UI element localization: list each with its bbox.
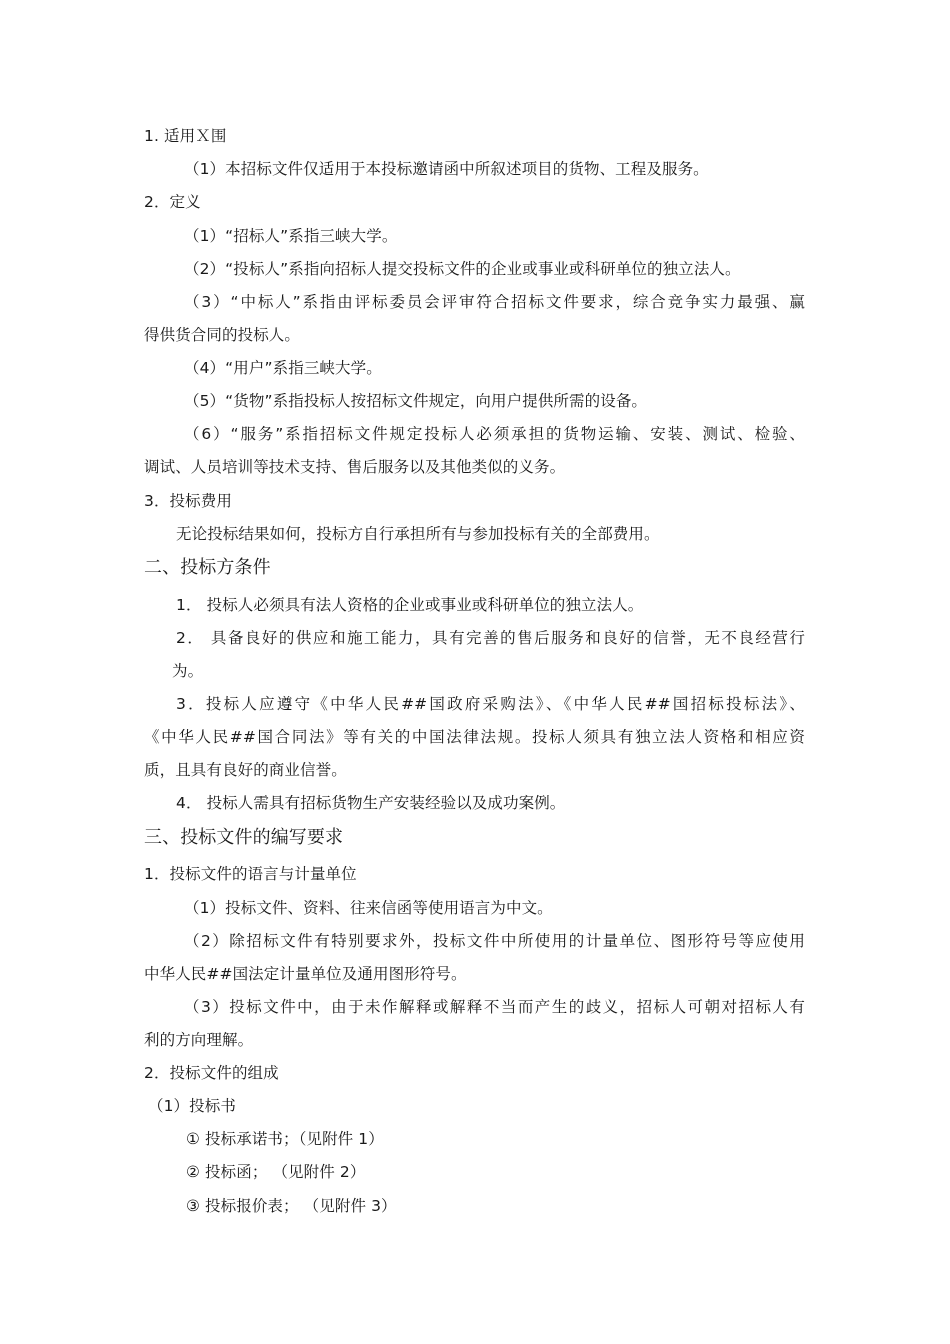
paragraph: （2）“投标人”系指向招标人提交投标文件的企业或事业或科研单位的独立法人。: [184, 260, 741, 278]
paragraph: 无论投标结果如何，投标方自行承担所有与参加投标有关的全部费用。: [176, 525, 660, 543]
paragraph: （4）“用户”系指三峡大学。: [184, 359, 382, 377]
paragraph-continuation: 调试、人员培训等技术支持、售后服务以及其他类似的义务。: [144, 458, 566, 476]
subsection-title: 2．投标文件的组成: [144, 1064, 279, 1082]
paragraph: （1）投标文件、资料、往来信函等使用语言为中文。: [184, 899, 553, 917]
chapter-heading-3: 三、投标文件的编写要求: [144, 827, 344, 848]
list-item-continuation: 《中华人民##国合同法》等有关的中国法律法规。投标人须具有独立法人资格和相应资: [144, 728, 805, 746]
list-item: 3．投标人应遵守《中华人民##国政府采购法》、《中华人民##国招标投标法》、: [176, 695, 805, 713]
paragraph: （3）投标文件中，由于未作解释或解释不当而产生的歧义，招标人可朝对招标人有: [184, 998, 805, 1016]
paragraph: （1）本招标文件仅适用于本投标邀请函中所叙述项目的货物、工程及服务。: [184, 160, 709, 178]
list-item: ③ 投标报价表； （见附件 3）: [186, 1197, 397, 1215]
paragraph: （3）“中标人”系指由评标委员会评审符合招标文件要求，综合竞争实力最强、赢: [184, 293, 805, 311]
paragraph-continuation: 利的方向理解。: [144, 1031, 254, 1049]
list-item: ② 投标函； （见附件 2）: [186, 1163, 366, 1181]
section-3-title: 3．投标费用: [144, 492, 232, 510]
chapter-heading-2: 二、投标方条件: [144, 557, 271, 578]
list-heading: （1）投标书: [148, 1097, 236, 1115]
list-item-continuation: 为。: [172, 662, 204, 680]
list-item: ① 投标承诺书；（见附件 1）: [186, 1130, 384, 1148]
paragraph-continuation: 中华人民##国法定计量单位及通用图形符号。: [144, 965, 467, 983]
list-item-continuation: 质，且具有良好的商业信誉。: [144, 761, 347, 779]
section-2-title: 2．定义: [144, 193, 201, 211]
list-item: 4． 投标人需具有招标货物生产安装经验以及成功案例。: [176, 794, 566, 812]
paragraph: （2）除招标文件有特别要求外，投标文件中所使用的计量单位、图形符号等应使用: [184, 932, 805, 950]
paragraph-continuation: 得供货合同的投标人。: [144, 326, 301, 344]
paragraph: （1）“招标人”系指三峡大学。: [184, 227, 398, 245]
section-1-title: 1. 适用Ｘ围: [144, 127, 227, 145]
paragraph: （5）“货物”系指投标人按招标文件规定，向用户提供所需的设备。: [184, 392, 648, 410]
list-item: 2． 具备良好的供应和施工能力，具有完善的售后服务和良好的信誉，无不良经营行: [176, 629, 805, 647]
subsection-title: 1．投标文件的语言与计量单位: [144, 865, 357, 883]
paragraph: （6）“服务”系指招标文件规定投标人必须承担的货物运输、安装、测试、检验、: [184, 425, 805, 443]
list-item: 1． 投标人必须具有法人资格的企业或事业或科研单位的独立法人。: [176, 596, 644, 614]
